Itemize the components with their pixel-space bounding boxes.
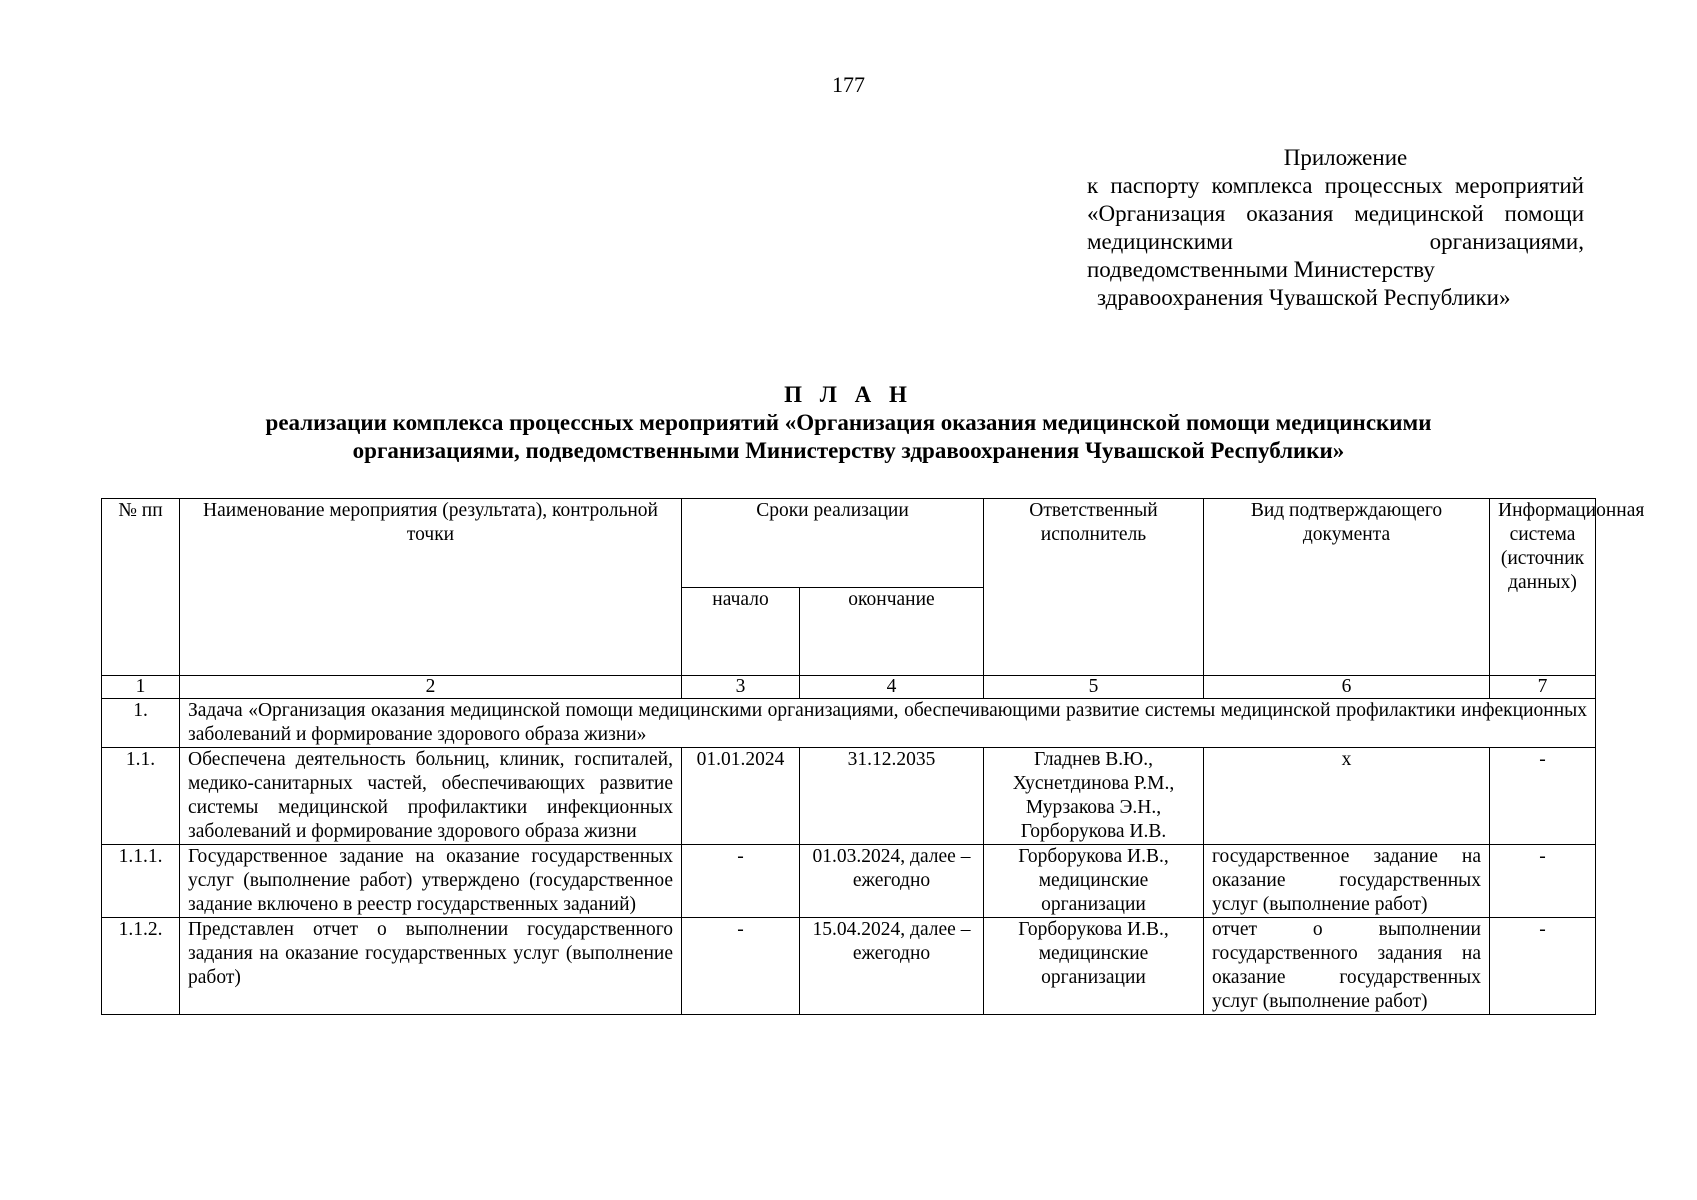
row-name: Обеспечена деятельность больниц, клиник, госпиталей, медико-санитарных частей, обеспечивающих развитие системы медицинской профилактики инфекционных заболеваний и формирование здорового образа жизни: [180, 748, 682, 845]
row-start: -: [682, 918, 800, 1015]
plan-heading: [0, 381, 1697, 465]
plan-title: П Л А Н: [784, 382, 913, 407]
task-num: 1.: [102, 699, 180, 748]
header-name: Наименование мероприятия (результата), контрольной точки: [180, 499, 682, 676]
annex-block: [1087, 144, 1584, 312]
plan-subtitle-line-2: организациями, подведомственными Министерству здравоохранения Чувашской Республики»: [352, 438, 1345, 463]
row-name: Представлен отчет о выполнении государственного задания на оказание государственных услуг (выполнение работ): [180, 918, 682, 1015]
task-text: Задача «Организация оказания медицинской помощи медицинскими организациями, обеспечивающими развитие системы медицинской профилактики инфекционных заболеваний и формирование здорового образа жизни»: [180, 699, 1596, 748]
column-number: 3: [682, 676, 800, 699]
row-num: 1.1.2.: [102, 918, 180, 1015]
table-row: [102, 845, 1596, 918]
header-info-system: Информационная система (источник данных): [1490, 499, 1596, 676]
row-num: 1.1.: [102, 748, 180, 845]
row-info-system: -: [1490, 748, 1596, 845]
header-responsible: Ответственный исполнитель: [984, 499, 1204, 676]
annex-text: к паспорту комплекса процессных мероприятий «Организация оказания медицинской помощи медицинскими организациями, подведомственными Министерству: [1087, 173, 1584, 282]
row-start: -: [682, 845, 800, 918]
column-number: 6: [1204, 676, 1490, 699]
task-row: [102, 699, 1596, 748]
row-document: государственное задание на оказание государственных услуг (выполнение работ): [1204, 845, 1490, 918]
column-numbers-row: [102, 676, 1596, 699]
column-number: 7: [1490, 676, 1596, 699]
header-start: начало: [682, 587, 800, 676]
row-end: 31.12.2035: [800, 748, 984, 845]
annex-last-line: здравоохранения Чувашской Республики»: [1097, 285, 1511, 310]
annex-title: Приложение: [1283, 145, 1408, 170]
row-document: x: [1204, 748, 1490, 845]
page-number: 177: [832, 72, 865, 97]
row-document: отчет о выполнении государственного задания на оказание государственных услуг (выполнение работ): [1204, 918, 1490, 1015]
plan-subtitle-line-1: реализации комплекса процессных мероприятий «Организация оказания медицинской помощи медицинскими: [265, 410, 1432, 435]
row-info-system: -: [1490, 845, 1596, 918]
header-end: окончание: [800, 587, 984, 676]
row-responsible: Горборукова И.В., медицинские организации: [984, 845, 1204, 918]
row-name: Государственное задание на оказание государственных услуг (выполнение работ) утверждено (государственное задание включено в реестр государственных заданий): [180, 845, 682, 918]
table-row: [102, 748, 1596, 845]
column-number: 5: [984, 676, 1204, 699]
row-end: 15.04.2024, далее – ежегодно: [800, 918, 984, 1015]
column-number: 2: [180, 676, 682, 699]
header-document: Вид подтверждающего документа: [1204, 499, 1490, 676]
row-start: 01.01.2024: [682, 748, 800, 845]
row-responsible: Горборукова И.В., медицинские организации: [984, 918, 1204, 1015]
row-end: 01.03.2024, далее – ежегодно: [800, 845, 984, 918]
column-number: 1: [102, 676, 180, 699]
plan-table: [101, 498, 1645, 1015]
row-responsible: Гладнев В.Ю., Хуснетдинова Р.М., Мурзакова Э.Н., Горборукова И.В.: [984, 748, 1204, 845]
table-row: [102, 918, 1596, 1015]
header-row-1: [102, 499, 1596, 588]
header-num: № пп: [102, 499, 180, 676]
row-num: 1.1.1.: [102, 845, 180, 918]
column-number: 4: [800, 676, 984, 699]
header-terms: Сроки реализации: [682, 499, 984, 588]
row-info-system: -: [1490, 918, 1596, 1015]
